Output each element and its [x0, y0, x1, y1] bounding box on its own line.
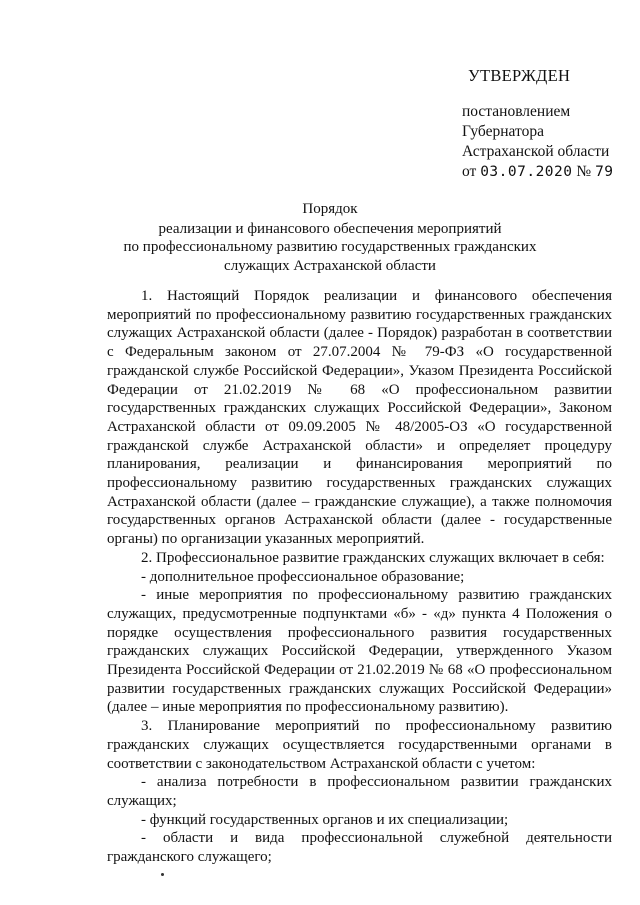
approval-number-sign: № — [576, 163, 592, 180]
approval-stamp — [462, 66, 614, 182]
paragraph-3: 3. Планирование мероприятий по профессиональному развитию гражданских служащих осуществляется государственными органами в соответствии с законодательством Астраханской области с учетом: — [107, 718, 612, 772]
document-title: Порядок — [302, 201, 358, 217]
approval-number: 79 — [595, 164, 614, 180]
list-item-other-measures: - иные мероприятия по профессиональному развитию гражданских служащих, предусмотренные подпунктами «б» - «д» пункта 4 Положения о порядке осуществления профессионального развития государственных гражданских служащих Российской Федерации, утвержденного Указом Президента Российской Федерации от 21.02.2019 № 68 «О профессиональном развитии государственных гражданских служащих Российской Федерации» (далее – иные мероприятия по профессиональному развитию). — [107, 587, 612, 716]
list-item-needs-analysis: - анализа потребности в профессиональном развитии гражданских служащих; — [107, 774, 612, 809]
approval-title: УТВЕРЖДЕН — [468, 66, 571, 85]
approval-date-line — [462, 162, 614, 182]
approval-line-governor: Губернатора — [462, 123, 544, 140]
paragraph-2: 2. Профессиональное развитие гражданских служащих включает в себя: — [141, 549, 605, 566]
document-subtitle-line-1: реализации и финансового обеспечения мероприятий — [158, 220, 502, 237]
document-title-block — [110, 200, 550, 275]
approval-line-region: Астраханской области — [462, 143, 610, 160]
list-item-activity-area: - области и вида профессиональной служебной деятельности гражданского служащего; — [107, 830, 612, 866]
document-subtitle-line-3: служащих Астраханской области — [224, 257, 436, 274]
approval-date: 03.07.2020 — [480, 164, 573, 180]
document-subtitle-line-2: по профессиональному развитию государственных гражданских — [123, 239, 537, 255]
document-body — [107, 287, 612, 867]
paragraph-1: 1. Настоящий Порядок реализации и финансового обеспечения мероприятий по профессиональному развитию государственных гражданских служащих Астраханской области (далее - Порядок) разработан в соответствии с Федеральным законом от 27.07.2004 № 79-ФЗ «О государственной гражданской службе Российской Федерации», Указом Президента Российской Федерации от 21.02.2019 № 68 «О профессиональном развитии государственных гражданских служащих Российской Федерации», Законом Астраханской области от 09.09.2005 № 48/2005-ОЗ «О государственной гражданской службе Астраханской области» и определяет процедуру планирования, реализации и финансирования мероприятий по профессиональному развитию государственных гражданских служащих Астраханской области (далее – гражданские служащие), а также полномочия государственных органов Астраханской области (далее - государственные органы) по организации указанных мероприятий. — [107, 288, 612, 548]
list-item-education: - дополнительное профессиональное образование; — [141, 568, 465, 585]
list-item-functions: - функций государственных органов и их специализации; — [141, 811, 509, 828]
scan-speck — [161, 873, 164, 876]
approval-date-prefix: от — [462, 163, 477, 180]
approval-line-decree: постановлением — [462, 103, 571, 120]
